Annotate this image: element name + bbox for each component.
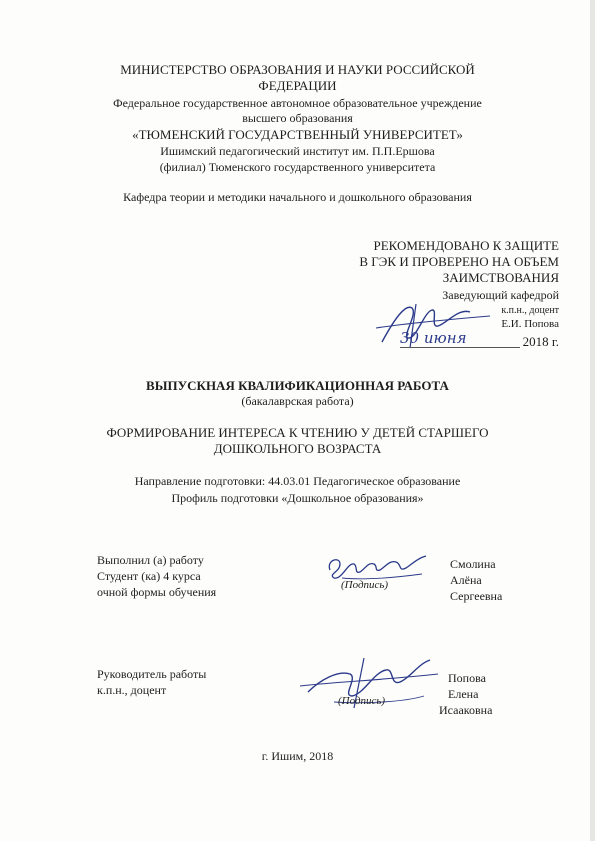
institution-line2: высшего образования bbox=[242, 111, 353, 125]
department: Кафедра теории и методики начального и дошкольного образования bbox=[123, 190, 472, 204]
supervisor-name3: Исааковна bbox=[439, 703, 493, 717]
approval-line1: РЕКОМЕНДОВАНО К ЗАЩИТЕ bbox=[373, 238, 559, 253]
student-line2: Студент (ка) 4 курса bbox=[97, 569, 201, 583]
branch-line1: Ишимский педагогический институт им. П.П.Ершова bbox=[160, 144, 435, 158]
institution-line1: Федеральное государственное автономное образовательное учреждение bbox=[113, 96, 482, 110]
student-line1: Выполнил (а) работу bbox=[97, 553, 204, 567]
profile: Профиль подготовки «Дошкольное образования» bbox=[171, 491, 424, 505]
approval-name: Е.И. Попова bbox=[501, 318, 559, 330]
student-name3: Сергеевна bbox=[450, 589, 503, 603]
student-signature-caption: (Подпись) bbox=[341, 579, 389, 591]
supervisor-line1: Руководитель работы bbox=[97, 667, 207, 681]
approval-date-handwritten: 30 июня bbox=[400, 329, 467, 347]
approval-degree: к.п.н., доцент bbox=[501, 305, 559, 316]
university-name: «ТЮМЕНСКИЙ ГОСУДАРСТВЕННЫЙ УНИВЕРСИТЕТ» bbox=[132, 127, 463, 142]
work-subtitle: (бакалаврская работа) bbox=[241, 394, 354, 408]
ministry-line2: ФЕДЕРАЦИИ bbox=[258, 78, 337, 93]
approval-date-underline bbox=[400, 347, 520, 348]
ministry-line1: МИНИСТЕРСТВО ОБРАЗОВАНИЯ И НАУКИ РОССИЙСКОЙ bbox=[120, 62, 475, 77]
supervisor-signature-caption: (Подпись) bbox=[338, 695, 386, 707]
work-title: ВЫПУСКНАЯ КВАЛИФИКАЦИОННАЯ РАБОТА bbox=[146, 378, 449, 393]
direction: Направление подготовки: 44.03.01 Педагогическое образование bbox=[134, 474, 461, 488]
topic-line1: ФОРМИРОВАНИЕ ИНТЕРЕСА К ЧТЕНИЮ У ДЕТЕЙ СТАРШЕГО bbox=[106, 425, 489, 440]
student-name2: Алёна bbox=[450, 573, 482, 587]
approval-date-suffix: 2018 г. bbox=[522, 334, 559, 349]
approval-line3: ЗАИМСТВОВАНИЯ bbox=[442, 270, 559, 285]
student-name1: Смолина bbox=[450, 557, 496, 571]
branch-line2: (филиал) Тюменского государственного университета bbox=[159, 160, 436, 174]
student-line3: очной формы обучения bbox=[97, 585, 217, 599]
approval-line2: В ГЭК И ПРОВЕРЕНО НА ОБЪЕМ bbox=[359, 254, 559, 269]
supervisor-name2: Елена bbox=[448, 687, 479, 701]
supervisor-line2: к.п.н., доцент bbox=[97, 683, 167, 697]
topic-line2: ДОШКОЛЬНОГО ВОЗРАСТА bbox=[213, 441, 382, 456]
place-year: г. Ишим, 2018 bbox=[261, 749, 334, 763]
approval-role: Заведующий кафедрой bbox=[442, 288, 559, 302]
supervisor-name1: Попова bbox=[448, 671, 486, 685]
